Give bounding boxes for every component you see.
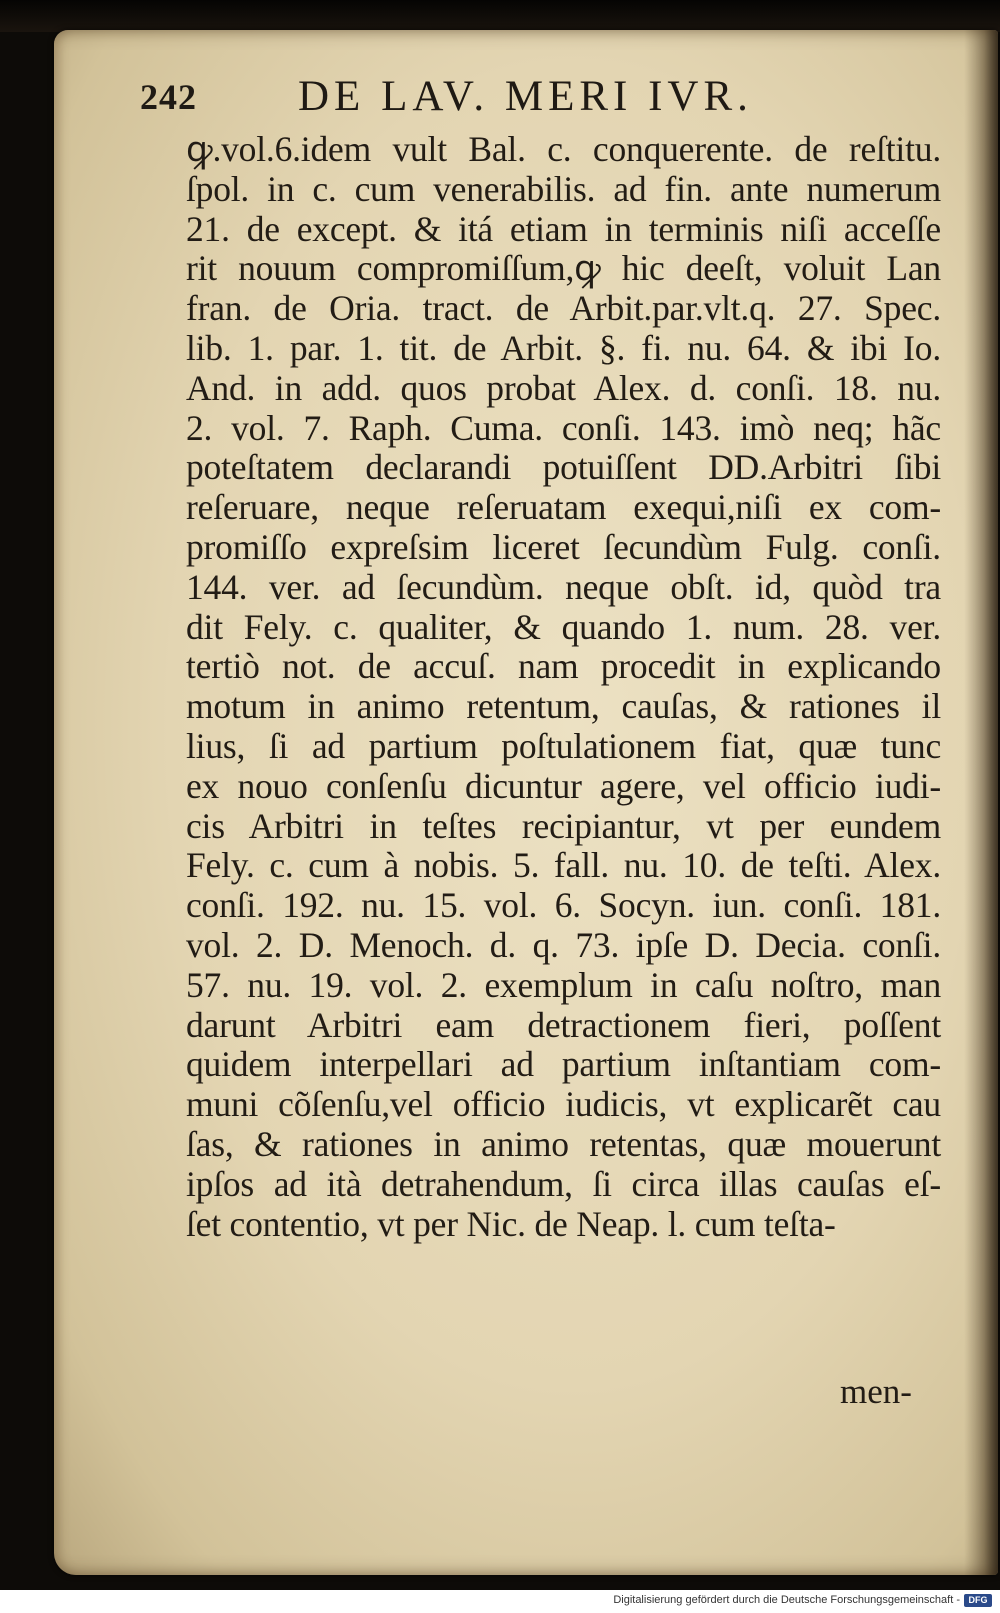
running-head xyxy=(140,72,860,124)
text-line: motum in animo retentum, cauſas, & rationes il xyxy=(186,686,941,727)
text-line: rit nouum compromiſſum,ꝙ hic deeſt, voluit Lan xyxy=(186,248,941,289)
text-line: conſi. 192. nu. 15. vol. 6. Socyn. iun. conſi. 181. xyxy=(186,885,941,926)
running-title: DE LAV. MERI IVR. xyxy=(298,73,753,120)
text-line: ſet contentio, vt per Nic. de Neap. l. cum teſta- xyxy=(186,1203,836,1244)
text-line: Fely. c. cum à nobis. 5. fall. nu. 10. de teſti. Alex. xyxy=(186,845,941,886)
text-line: vol. 2. D. Menoch. d. q. 73. ipſe D. Decia. conſi. xyxy=(186,924,941,965)
text-line: tertiò not. de accuſ. nam procedit in explicando xyxy=(186,646,941,687)
body-text xyxy=(186,130,946,1244)
text-line: ſas, & rationes in animo retentas, quæ mouerunt xyxy=(186,1123,941,1164)
text-line: And. in add. quos probat Alex. d. conſi. 18. nu. xyxy=(186,367,941,408)
scan-background xyxy=(0,0,1000,32)
text-line: ex nouo conſenſu dicuntur agere, vel officio iudi- xyxy=(186,765,941,806)
text-line: muni cõſenſu,vel officio iudicis, vt explicarẽt cau xyxy=(186,1084,941,1125)
text-line: darunt Arbitri eam detractionem fieri, poſſent xyxy=(186,1004,941,1045)
text-line: 144. ver. ad ſecundùm. neque obſt. id, quòd tra xyxy=(186,566,941,607)
text-line: quidem interpellari ad partium inſtantiam com- xyxy=(186,1044,941,1085)
text-line: 21. de except. & itá etiam in terminis niſi acceſſe xyxy=(186,208,941,249)
text-line: 57. nu. 19. vol. 2. exemplum in caſu noſtro, man xyxy=(186,964,941,1005)
text-line: ipſos ad ità detrahendum, ſi circa illas cauſas eſ- xyxy=(186,1163,941,1204)
page-gutter-shadow xyxy=(964,30,998,1575)
text-line: lib. 1. par. 1. tit. de Arbit. §. fi. nu. 64. & ibi Io. xyxy=(186,327,941,368)
catchword: men- xyxy=(840,1372,912,1411)
text-line: poteſtatem declarandi potuiſſent DD.Arbitri ſibi xyxy=(186,447,941,488)
page-number: 242 xyxy=(140,77,197,117)
text-line: ſpol. in c. cum venerabilis. ad fin. ante numerum xyxy=(186,168,941,209)
text-line: reſeruare, neque reſeruatam exequi,niſi ex com- xyxy=(186,487,941,528)
text-line: cis Arbitri in teſtes recipiantur, vt per eundem xyxy=(186,805,941,846)
text-line: promiſſo expreſsim liceret ſecundùm Fulg. conſi. xyxy=(186,526,941,567)
text-line: ꝙ.vol.6.idem vult Bal. c. conquerente. de reſtitu. xyxy=(186,129,941,169)
funding-note: Digitalisierung gefördert durch die Deutsche Forschungsgemeinschaft - xyxy=(613,1594,960,1606)
text-line: 2. vol. 7. Raph. Cuma. conſi. 143. imò neq; hãc xyxy=(186,407,941,448)
text-line: lius, ſi ad partium poſtulationem fiat, quæ tunc xyxy=(186,725,941,766)
dfg-logo-icon: DFG xyxy=(964,1594,992,1607)
text-line: dit Fely. c. qualiter, & quando 1. num. 28. ver. xyxy=(186,606,941,647)
text-line: fran. de Oria. tract. de Arbit.par.vlt.q. 27. Spec. xyxy=(186,288,941,329)
